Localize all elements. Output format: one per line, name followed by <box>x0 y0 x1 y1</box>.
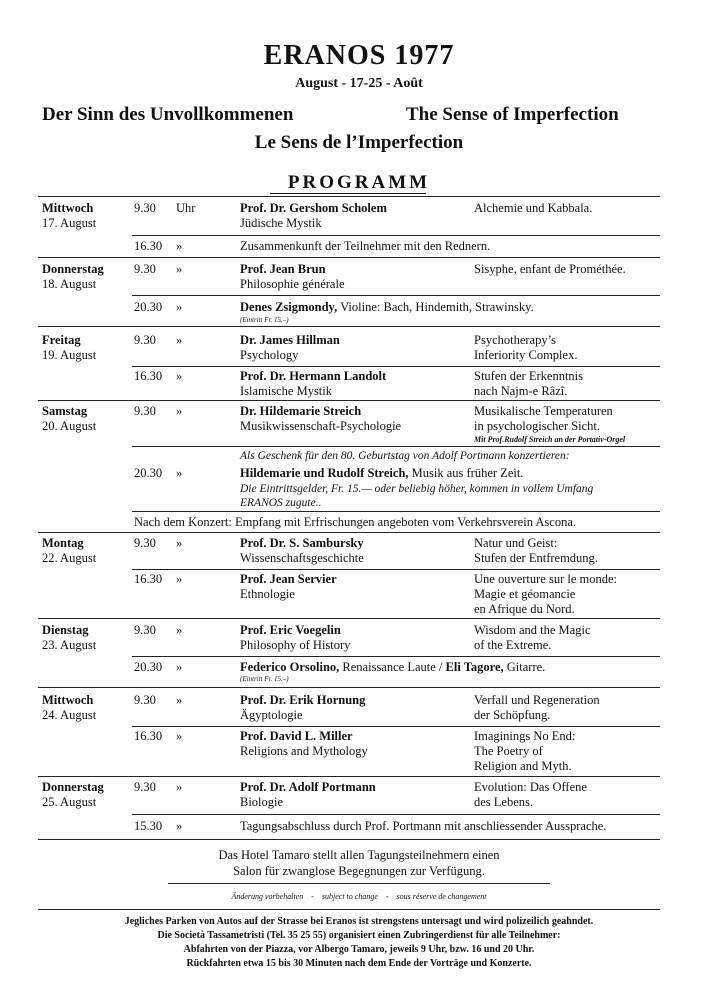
heading-rule <box>270 193 426 194</box>
divider <box>38 400 660 401</box>
change-notice-fr: sous réserve de changement <box>396 892 487 901</box>
day-label: Donnerstag <box>42 780 104 794</box>
return-notice: Rückfahrten etwa 15 bis 30 Minuten nach dem Ende der Vorträge und Konzerte. <box>186 958 532 969</box>
concert-program: Musik aus früher Zeit. <box>411 466 524 480</box>
program-heading: PROGRAMM <box>287 172 431 193</box>
time: 20.30 <box>134 660 163 674</box>
speaker-field: Philosophy of History <box>240 638 351 652</box>
lecture-title-line3: Religion and Myth. <box>474 759 572 773</box>
time: 20.30 <box>134 300 163 314</box>
lecture-title: Wisdom and the Magic <box>474 623 591 637</box>
divider <box>132 235 660 236</box>
time: 16.30 <box>134 572 163 586</box>
lecture-title-line2: in psychologischer Sicht. <box>474 419 601 433</box>
performer-name-2: Eli Tagore, <box>445 660 504 674</box>
lecture-title-line3: en Afrique du Nord. <box>474 602 575 616</box>
reception-text: Nach dem Konzert: Empfang mit Erfrischungen angeboten vom Verkehrsverein Ascona. <box>134 515 576 529</box>
taxi-notice: Die Società Tassametristi (Tel. 35 25 55) organisiert einen Zubringerdienst für alle Teilnehmer: <box>157 930 561 941</box>
divider <box>38 618 660 619</box>
divider <box>38 687 660 688</box>
speaker-field: Biologie <box>240 795 284 809</box>
time: 9.30 <box>134 404 156 418</box>
date-label: 17. August <box>42 216 97 230</box>
concert-program: Renaissance Laute / <box>342 660 443 674</box>
time: 16.30 <box>134 369 163 383</box>
time-unit: » <box>176 623 183 637</box>
speaker-field: Ethnologie <box>240 587 295 601</box>
divider <box>132 295 660 296</box>
change-notice: Änderung vorbehalten - subject to change - sous réserve de changement <box>231 892 487 901</box>
time: 9.30 <box>134 201 156 215</box>
divider <box>132 511 660 512</box>
divider <box>132 726 660 727</box>
speaker-name: Prof. Jean Servier <box>240 572 337 586</box>
lecture-title-line2: Magie et géomancie <box>474 587 576 601</box>
divider <box>132 366 660 367</box>
concert-text <box>240 659 545 675</box>
lecture-title: Evolution: Das Offene <box>474 780 587 794</box>
divider <box>132 446 660 447</box>
divider <box>38 532 660 533</box>
time-unit: » <box>176 404 183 418</box>
lecture-title: Imaginings No End: <box>474 729 576 743</box>
lecture-title: Verfall und Regeneration <box>474 693 600 707</box>
time: 9.30 <box>134 536 156 550</box>
lecture-title: Stufen der Erkenntnis <box>474 369 584 383</box>
hotel-note: Das Hotel Tamaro stellt allen Tagungsteilnehmern einen <box>218 848 500 862</box>
concert-program-2: Gitarre. <box>506 660 546 674</box>
speaker-name: Prof. Dr. Gershom Scholem <box>240 201 387 215</box>
day-label: Samstag <box>42 404 88 418</box>
divider <box>38 196 660 197</box>
time: 9.30 <box>134 623 156 637</box>
speaker-name: Prof. David L. Miller <box>240 729 353 743</box>
time-unit: » <box>176 780 183 794</box>
lecture-title: Alchemie und Kabbala. <box>474 201 593 215</box>
date-label: 22. August <box>42 551 97 565</box>
divider <box>132 656 660 657</box>
lecture-title-line2: Stufen der Entfremdung. <box>474 551 598 565</box>
time-unit: » <box>176 333 183 347</box>
admission-note: Die Eintrittsgelder, Fr. 15.— oder beliebig höher, kommen in vollem Umfang <box>240 483 594 495</box>
lecture-title: Natur und Geist: <box>474 536 558 550</box>
speaker-name: Prof. Dr. Adolf Portmann <box>240 780 376 794</box>
change-notice-en: subject to change <box>321 892 378 901</box>
day-label: Montag <box>42 536 84 550</box>
time: 20.30 <box>134 466 163 480</box>
time: 9.30 <box>134 262 156 276</box>
admission-note: (Eintritt Fr. 15.–) <box>240 316 289 324</box>
lecture-title: Psychotherapy’s <box>474 333 556 347</box>
theme-french: Le Sens de l’Imperfection <box>254 132 464 153</box>
performer-name: Federico Orsolino, <box>240 660 340 674</box>
speaker-name: Prof. Dr. S. Sambursky <box>240 536 364 550</box>
lecture-title-line2: Inferiority Complex. <box>474 348 578 362</box>
concert-text <box>240 299 534 315</box>
concert-program: Violine: Bach, Hindemith, Strawinsky. <box>340 300 534 314</box>
lecture-title: Une ouverture sur le monde: <box>474 572 618 586</box>
time-unit: » <box>176 819 183 833</box>
page-title: ERANOS 1977 <box>263 40 455 71</box>
divider <box>38 909 660 910</box>
change-notice-de: Änderung vorbehalten <box>231 892 304 901</box>
admission-note-line2: ERANOS zugute.. <box>240 497 322 509</box>
performer-name: Hildemarie und Rudolf Streich, <box>240 466 409 480</box>
time-unit: » <box>176 369 183 383</box>
speaker-name: Prof. Dr. Hermann Landolt <box>240 369 387 383</box>
time-unit: » <box>176 300 183 314</box>
divider <box>168 883 550 884</box>
time: 16.30 <box>134 729 163 743</box>
speaker-field: Philosophie générale <box>240 277 345 291</box>
hotel-note-line2: Salon für zwanglose Begegnungen zur Verfügung. <box>233 864 485 878</box>
parking-notice: Jegliches Parken von Autos auf der Strasse bei Eranos ist strengstens untersagt und wird polizeilich geahndet. <box>124 916 594 927</box>
lecture-title-line2: The Poetry of <box>474 744 543 758</box>
date-label: 20. August <box>42 419 97 433</box>
organ-note: Mit Prof.Rudolf Streich an der Portativ-Orgel <box>474 435 626 444</box>
speaker-field: Musikwissenschaft-Psychologie <box>240 419 402 433</box>
speaker-field: Religions and Mythology <box>240 744 368 758</box>
birthday-intro: Als Geschenk für den 80. Geburtstag von Adolf Portmann konzertieren: <box>240 450 570 462</box>
time-unit: » <box>176 262 183 276</box>
event-text: Zusammenkunft der Teilnehmer mit den Rednern. <box>240 239 491 253</box>
speaker-field: Ägyptologie <box>240 708 303 722</box>
speaker-name: Dr. Hildemarie Streich <box>240 404 362 418</box>
event-dates: August - 17-25 - Août <box>295 76 423 91</box>
date-label: 18. August <box>42 277 97 291</box>
time-unit: » <box>176 239 183 253</box>
day-label: Donnerstag <box>42 262 104 276</box>
speaker-name: Prof. Eric Voegelin <box>240 623 341 637</box>
time: 9.30 <box>134 780 156 794</box>
lecture-title: Sisyphe, enfant de Prométhée. <box>474 262 626 276</box>
lecture-title-line2: des Lebens. <box>474 795 534 809</box>
divider <box>132 814 660 815</box>
day-label: Dienstag <box>42 623 89 637</box>
speaker-field: Islamische Mystik <box>240 384 333 398</box>
divider <box>38 257 660 258</box>
closing-text: Tagungsabschluss durch Prof. Portmann mit anschliessender Aussprache. <box>240 819 607 833</box>
date-label: 19. August <box>42 348 97 362</box>
theme-english: The Sense of Imperfection <box>406 104 619 125</box>
speaker-field: Wissenschaftsgeschichte <box>240 551 364 565</box>
date-label: 23. August <box>42 638 97 652</box>
divider <box>38 776 660 777</box>
lecture-title-line2: der Schöpfung. <box>474 708 551 722</box>
concert-text <box>240 465 523 481</box>
lecture-title-line2: of the Extreme. <box>474 638 552 652</box>
admission-note: (Eintritt Fr. 15.–) <box>240 675 289 683</box>
date-label: 24. August <box>42 708 97 722</box>
time: 9.30 <box>134 333 156 347</box>
time-unit: Uhr <box>176 201 196 215</box>
performer-name: Denes Zsigmondy, <box>240 300 338 314</box>
divider <box>132 569 660 570</box>
speaker-name: Dr. James Hillman <box>240 333 340 347</box>
time-unit: » <box>176 466 183 480</box>
time: 15.30 <box>134 819 163 833</box>
day-label: Mittwoch <box>42 201 94 215</box>
speaker-name: Prof. Jean Brun <box>240 262 326 276</box>
speaker-field: Jüdische Mystik <box>240 216 322 230</box>
time: 9.30 <box>134 693 156 707</box>
lecture-title: Musikalische Temperaturen <box>474 404 613 418</box>
time-unit: » <box>176 729 183 743</box>
time-unit: » <box>176 693 183 707</box>
day-label: Freitag <box>42 333 81 347</box>
time-unit: » <box>176 660 183 674</box>
lecture-title-line2: nach Najm-e Râzî. <box>474 384 568 398</box>
day-label: Mittwoch <box>42 693 94 707</box>
date-label: 25. August <box>42 795 97 809</box>
departure-notice: Abfahrten von der Piazza, vor Albergo Tamaro, jeweils 9 Uhr, bzw. 16 und 20 Uhr. <box>183 944 535 955</box>
speaker-name: Prof. Dr. Erik Hornung <box>240 693 366 707</box>
time-unit: » <box>176 572 183 586</box>
theme-german: Der Sinn des Unvollkommenen <box>42 104 294 125</box>
speaker-field: Psychology <box>240 348 299 362</box>
time: 16.30 <box>134 239 163 253</box>
divider <box>38 839 660 840</box>
time-unit: » <box>176 536 183 550</box>
divider <box>38 326 660 327</box>
